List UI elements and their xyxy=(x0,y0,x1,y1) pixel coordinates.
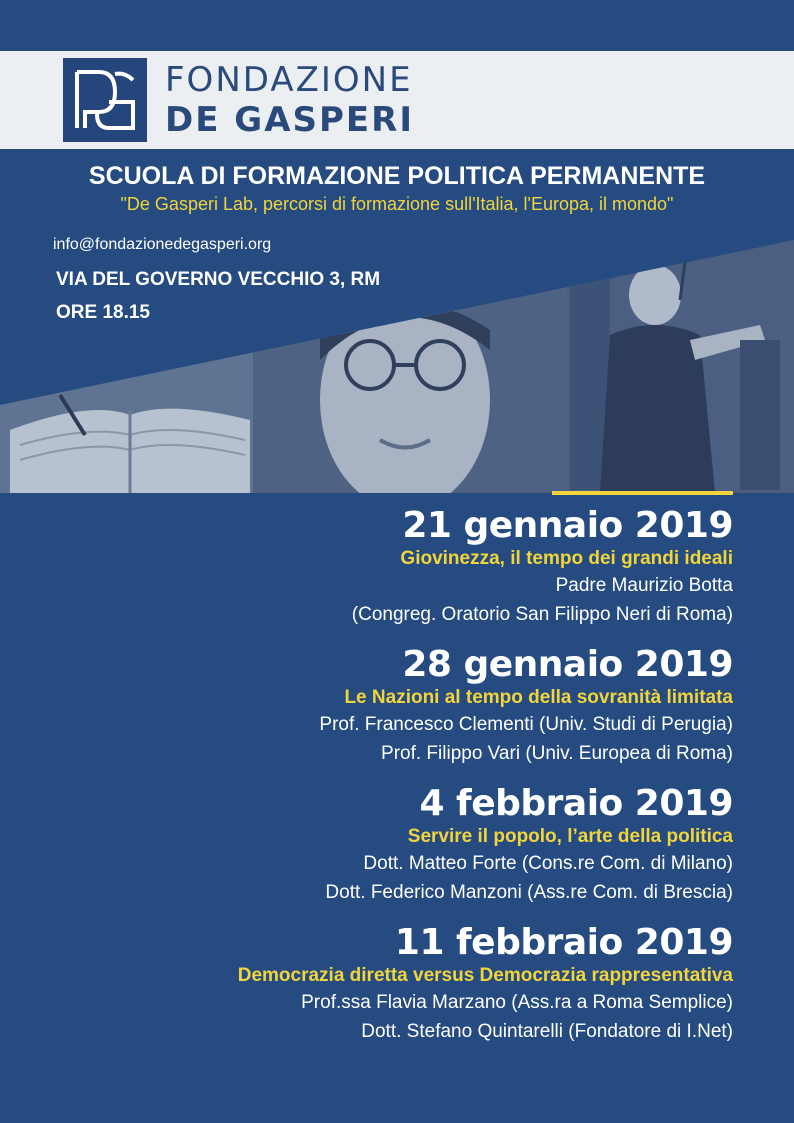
email-link[interactable]: info@fondazionedegasperi.org xyxy=(53,236,272,253)
accent-rule xyxy=(552,491,733,495)
photo-collage xyxy=(0,240,794,495)
event-time: ORE 18.15 xyxy=(56,302,150,323)
event-item xyxy=(33,922,733,1046)
event-topic: Le Nazioni al tempo della sovranità limitata xyxy=(344,687,733,708)
event-date: 21 gennaio 2019 xyxy=(402,505,733,546)
venue-address: VIA DEL GOVERNO VECCHIO 3, RM xyxy=(56,269,381,290)
event-speaker: Dott. Federico Manzoni (Ass.re Com. di Brescia) xyxy=(325,882,733,903)
event-item xyxy=(33,783,733,907)
event-speaker: Padre Maurizio Botta xyxy=(555,575,733,596)
school-title: SCUOLA DI FORMAZIONE POLITICA PERMANENTE xyxy=(88,162,706,190)
event-topic: Giovinezza, il tempo dei grandi ideali xyxy=(400,548,733,569)
event-speaker: Dott. Stefano Quintarelli (Fondatore di I.Net) xyxy=(361,1021,733,1042)
event-speaker: Prof. Francesco Clementi (Univ. Studi di Perugia) xyxy=(319,714,733,735)
event-topic: Servire il popolo, l’arte della politica xyxy=(407,826,733,847)
event-item xyxy=(33,644,733,768)
event-date: 28 gennaio 2019 xyxy=(402,644,733,685)
logo-text-de-gasperi: DE GASPERI xyxy=(165,100,414,140)
de-gasperi-monogram-icon xyxy=(63,58,147,142)
event-date: 11 febbraio 2019 xyxy=(394,922,733,963)
logo-text-fondazione: FONDAZIONE xyxy=(165,60,413,100)
event-list xyxy=(33,505,733,1061)
event-speaker: Prof. Filippo Vari (Univ. Europea di Roma) xyxy=(381,743,733,764)
school-subtitle: "De Gasperi Lab, percorsi di formazione sull'Italia, l'Europa, il mondo" xyxy=(120,194,674,214)
event-speaker: Dott. Matteo Forte (Cons.re Com. di Milano) xyxy=(363,853,733,874)
event-date: 4 febbraio 2019 xyxy=(419,783,733,824)
event-item xyxy=(33,505,733,629)
event-speaker: (Congreg. Oratorio San Filippo Neri di Roma) xyxy=(351,604,733,625)
event-topic: Democrazia diretta versus Democrazia rappresentativa xyxy=(237,965,733,986)
event-speaker: Prof.ssa Flavia Marzano (Ass.ra a Roma Semplice) xyxy=(301,992,733,1013)
